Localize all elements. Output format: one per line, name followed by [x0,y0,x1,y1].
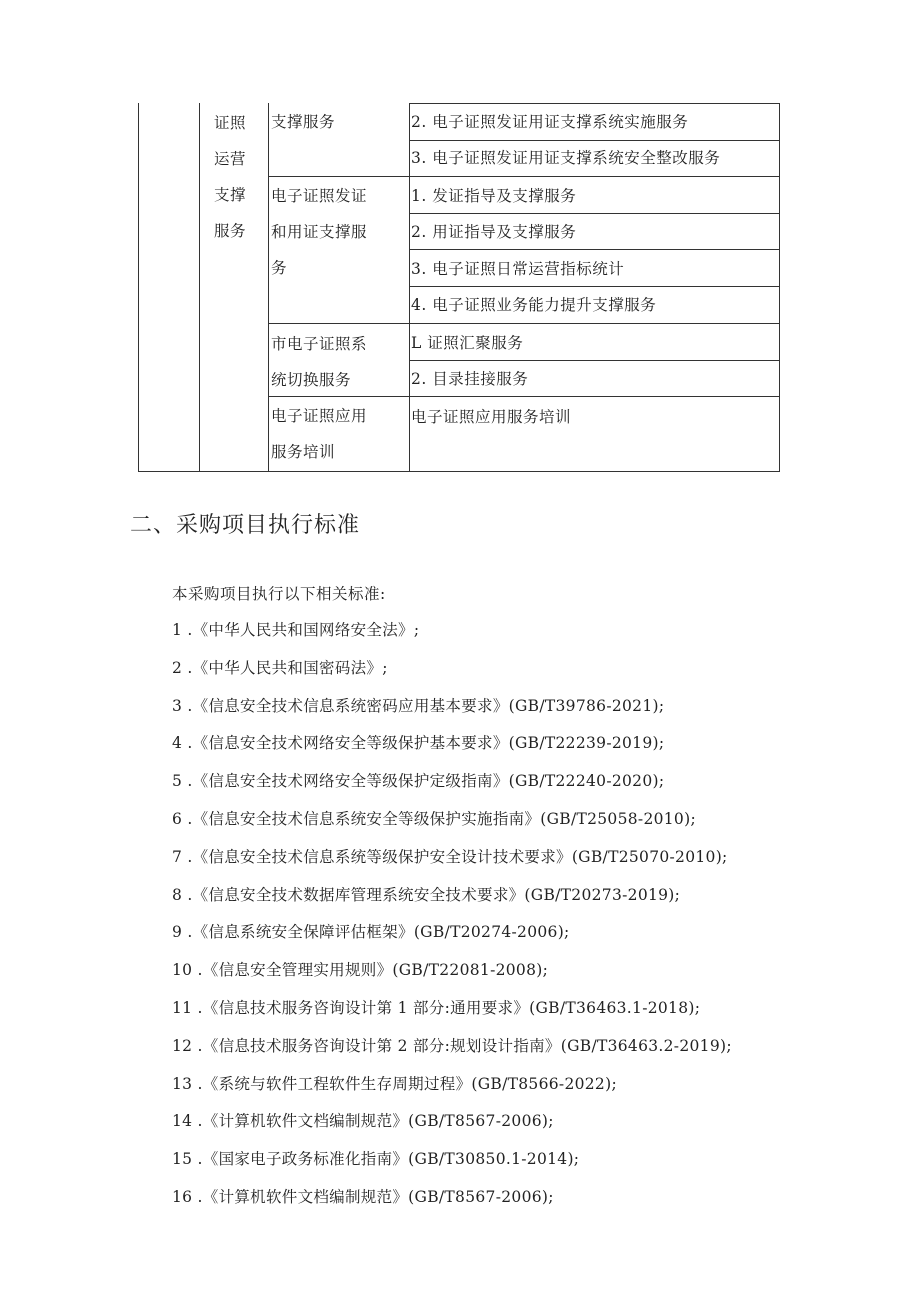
standard-item [172,845,732,883]
group-name-cell [271,178,367,286]
standard-number: 5 . [172,772,193,791]
standard-item [172,958,732,996]
standard-number: 9 . [172,923,193,942]
standard-text: 《计算机软件文档编制规范》(GB/T8567-2006); [202,1187,554,1206]
group-name-line: 电子证照应用 [271,407,368,425]
category-line: 服务 [214,222,247,240]
group-name-line: 电子证照发证 [271,187,368,205]
table-border-right [779,103,780,472]
category-line: 支撑 [214,186,247,204]
category-line: 运营 [214,150,247,168]
table-border-left [138,103,139,472]
category-line: 证照 [214,114,247,132]
item-cell: 3. 电子证照日常运营指标统计 [411,260,625,278]
group-name-line: 市电子证照系 [271,335,368,353]
item-cell: 电子证照应用服务培训 [411,408,572,426]
standard-number: 3 . [172,696,193,715]
group-name-cell [271,326,367,398]
standard-item [172,807,732,845]
standard-text: 《系统与软件工程软件生存周期过程》(GB/T8566-2022); [202,1074,617,1093]
item-cell: 2. 电子证照发证用证支撑系统实施服务 [411,113,689,131]
item-cell: 2. 目录挂接服务 [411,370,529,388]
item-cell: 4. 电子证照业务能力提升支撑服务 [411,296,657,314]
standard-number: 7 . [172,847,193,866]
table-divider-item [409,103,410,472]
standard-number: 6 . [172,809,193,828]
standard-item [172,1072,732,1110]
standard-text: 《信息安全技术信息系统安全等级保护实施指南》(GB/T25058-2010); [192,809,696,828]
section-intro: 本采购项目执行以下相关标准: [172,585,386,603]
standard-number: 8 . [172,885,193,904]
standard-item [172,1034,732,1072]
section-heading: 二、采购项目执行标准 [130,513,361,538]
standard-text: 《信息安全技术数据库管理系统安全技术要求》(GB/T20273-2019); [192,885,681,904]
standard-text: 《信息技术服务咨询设计第 1 部分:通用要求》(GB/T36463.1-2018); [202,998,701,1017]
standard-text: 《信息安全技术信息系统等级保护安全设计技术要求》(GB/T25070-2010); [192,847,728,866]
standard-text: 《中华人民共和国网络安全法》; [192,621,420,639]
standard-item [172,656,732,694]
group-row-line [268,176,780,177]
standard-text: 《中华人民共和国密码法》; [192,658,388,677]
category-cell [214,105,246,249]
standard-number: 4 . [172,734,193,753]
standard-item [172,1147,732,1185]
standard-item [172,996,732,1034]
standard-text: 《信息安全技术信息系统密码应用基本要求》(GB/T39786-2021); [192,696,665,715]
standard-item [172,1109,732,1147]
group-name-line: 支撑服务 [271,113,336,131]
standard-text: 《计算机软件文档编制规范》(GB/T8567-2006); [202,1112,554,1131]
standard-text: 《信息安全技术网络安全等级保护基本要求》(GB/T22239-2019); [192,734,665,753]
item-cell: 1. 发证指导及支撑服务 [411,187,577,205]
standard-number: 14 . [172,1112,203,1131]
table-divider-category [199,103,200,472]
standard-text: 《国家电子政务标准化指南》(GB/T30850.1-2014); [202,1150,580,1169]
standard-item [172,618,732,656]
standard-number: 10 . [172,961,203,980]
service-table [138,103,780,472]
standard-number: 2 . [172,658,193,677]
group-name-line: 务 [271,259,288,277]
table-divider-group [268,103,269,472]
item-cell: 3. 电子证照发证用证支撑系统安全整改服务 [411,149,721,167]
standard-text: 《信息安全管理实用规则》(GB/T22081-2008); [202,961,549,980]
item-cell: 2. 用证指导及支撑服务 [411,223,577,241]
standard-number: 15 . [172,1150,203,1169]
group-name-cell [271,104,335,140]
standards-list [172,618,732,1223]
table-border-bottom [138,471,780,472]
standard-number: 11 . [172,998,203,1017]
standard-number: 12 . [172,1036,203,1055]
standard-text: 《信息系统安全保障评估框架》(GB/T20274-2006); [192,923,570,942]
standard-text: 《信息技术服务咨询设计第 2 部分:规划设计指南》(GB/T36463.2-2019); [202,1036,732,1055]
standard-item [172,694,732,732]
standard-number: 13 . [172,1074,203,1093]
group-name-line: 和用证支撑服 [271,223,368,241]
standard-item [172,1185,732,1223]
standard-number: 1 . [172,621,193,639]
standard-text: 《信息安全技术网络安全等级保护定级指南》(GB/T22240-2020); [192,772,665,791]
standard-number: 16 . [172,1187,203,1206]
standard-item [172,731,732,769]
group-name-line: 服务培训 [271,443,336,461]
standard-item [172,769,732,807]
standard-item [172,883,732,921]
item-cell: L 证照汇聚服务 [411,334,524,352]
group-name-line: 统切换服务 [271,371,352,389]
group-row-line [268,323,780,324]
group-name-cell [271,398,367,470]
standard-item [172,920,732,958]
